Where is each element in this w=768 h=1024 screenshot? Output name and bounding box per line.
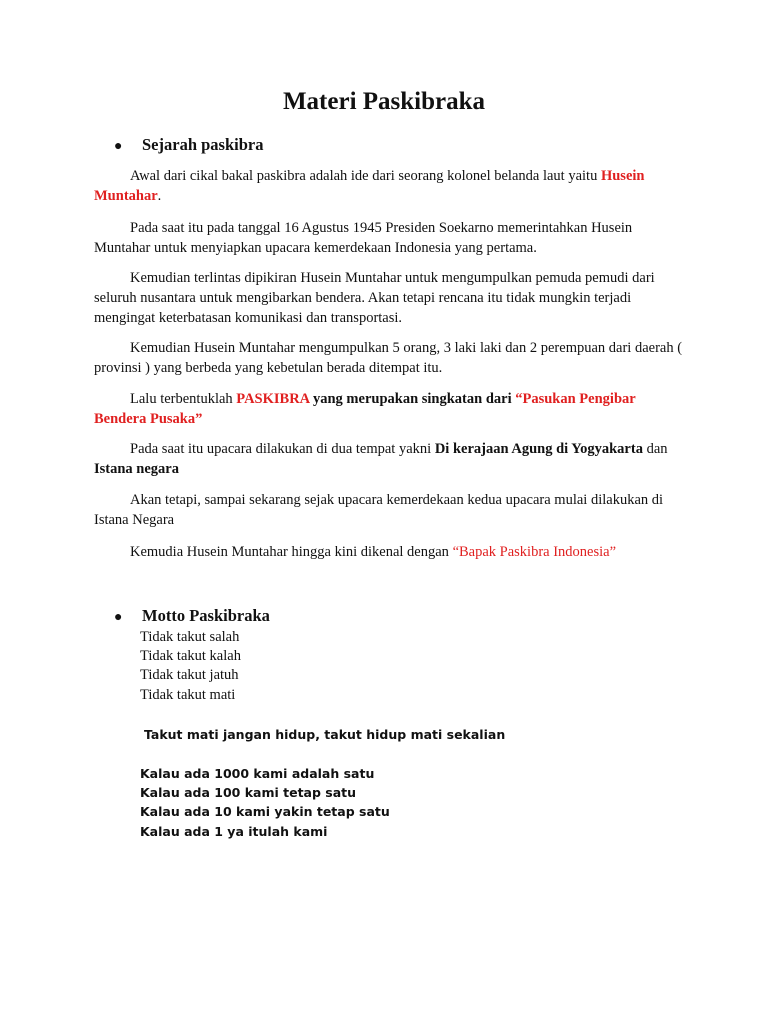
motto-line: Tidak takut salah — [140, 629, 240, 645]
chant-line: Kalau ada 1000 kami adalah satu — [140, 766, 375, 781]
section-heading-motto — [114, 606, 270, 628]
motto-line: Tidak takut jatuh — [140, 667, 239, 683]
paragraph-6: Pada saat itu upacara dilakukan di dua tempat yakni Di kerajaan Agung di Yogyakarta dan Istana negara — [94, 441, 668, 477]
section-heading-text: Sejarah paskibra — [142, 135, 264, 154]
chant-line: Kalau ada 1 ya itulah kami — [140, 824, 328, 839]
document-title: Materi Paskibraka — [282, 88, 486, 115]
chant-line: Kalau ada 100 kami tetap satu — [140, 785, 357, 800]
bullet-icon: ● — [114, 610, 123, 625]
section-heading-sejarah — [114, 135, 263, 157]
name-husein-muntahar: Husein Muntahar — [94, 168, 645, 204]
bapak-paskibra-title: “Bapak Paskibra Indonesia” — [452, 544, 617, 560]
paragraph-3: Kemudian terlintas dipikiran Husein Muntahar untuk mengumpulkan pemuda pemudi dari seluruh nusantara untuk mengibarkan bendera. Akan tetapi rencana itu tidak mungkin terjadi mengingat keterbatasan komunikasi dan transportasi. — [94, 270, 655, 326]
section-heading-text: Motto Paskibraka — [142, 606, 270, 625]
paragraph-4: Kemudian Husein Muntahar mengumpulkan 5 orang, 3 laki laki dan 2 perempuan dari daerah ( provinsi ) yang berbeda yang kebetulan berada ditempat itu. — [94, 340, 683, 376]
motto-line: Tidak takut mati — [140, 687, 236, 703]
bullet-icon: ● — [114, 139, 123, 154]
slogan-text: Takut mati jangan hidup, takut hidup mati sekalian — [144, 727, 506, 742]
paskibra-term: PASKIBRA — [236, 391, 310, 407]
paskibra-expansion: “Pasukan Pengibar Bendera Pusaka” — [94, 391, 636, 427]
motto-line: Tidak takut kalah — [140, 648, 241, 664]
paragraph-5: Lalu terbentuklah PASKIBRA yang merupakan singkatan dari “Pasukan Pengibar Bendera Pusaka” — [94, 391, 636, 427]
chant-line: Kalau ada 10 kami yakin tetap satu — [140, 804, 390, 819]
paragraph-2: Pada saat itu pada tanggal 16 Agustus 1945 Presiden Soekarno memerintahkan Husein Muntahar untuk menyiapkan upacara kemerdekaan Indonesia yang pertama. — [94, 220, 633, 256]
paragraph-1: Awal dari cikal bakal paskibra adalah ide dari seorang kolonel belanda laut yaitu Husein Muntahar. — [94, 168, 645, 204]
paragraph-7: Akan tetapi, sampai sekarang sejak upacara kemerdekaan kedua upacara mulai dilakukan di Istana Negara — [94, 492, 664, 528]
paragraph-8: Kemudia Husein Muntahar hingga kini dikenal dengan “Bapak Paskibra Indonesia” — [130, 544, 617, 560]
